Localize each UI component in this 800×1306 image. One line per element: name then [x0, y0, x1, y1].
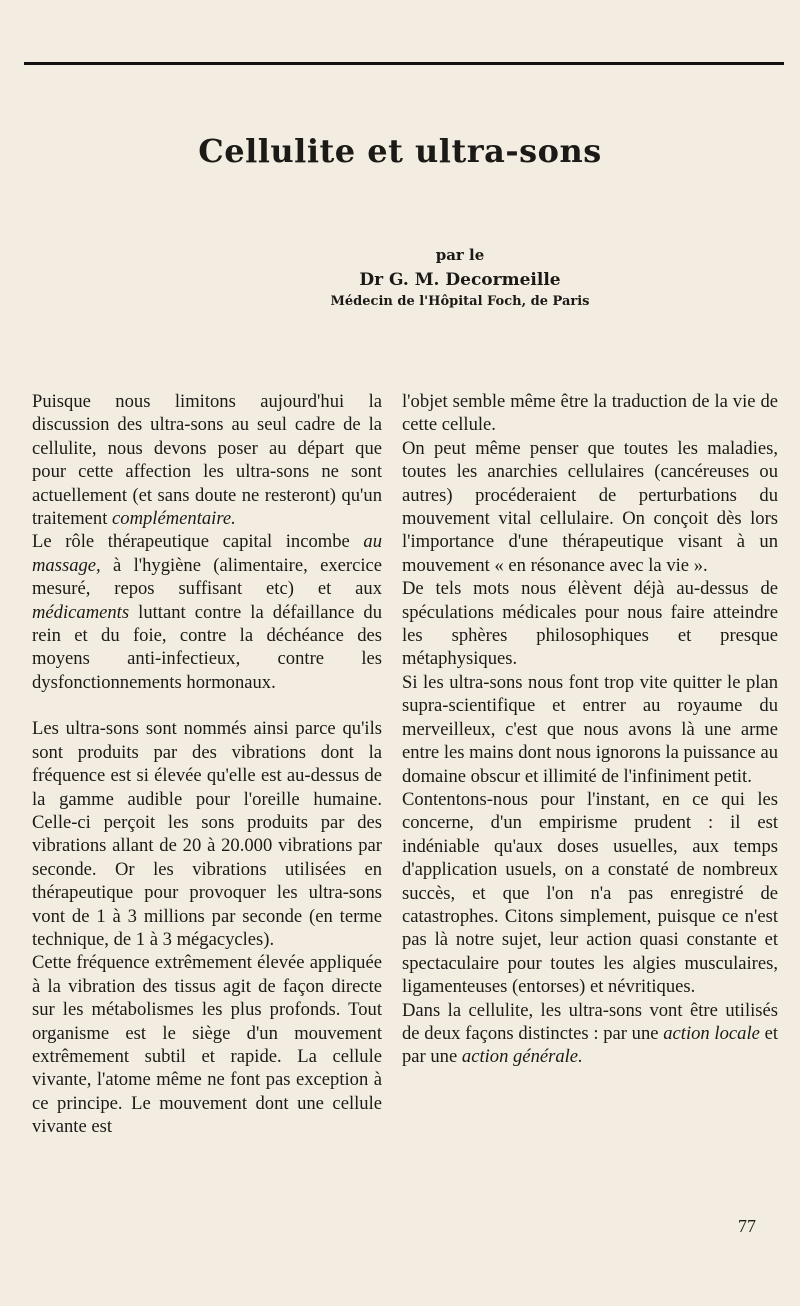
paragraph: On peut même penser que toutes les maladies, toutes les anarchies cellulaires (cancéreuses ou autres) procéderaient de perturbations du mouvement vital cellulaire. On conçoit dès lors l'importance d'une thérapeutique visant à un mouvement « en résonance avec la vie ». [402, 437, 778, 576]
paragraph: l'objet semble même être la traduction de la vie de cette cellule. [402, 391, 778, 436]
author-name: Dr G. M. Decormeille [359, 270, 561, 290]
author-affiliation: Médecin de l'Hôpital Foch, de Paris [330, 294, 590, 309]
byline-prefix: par le [435, 246, 485, 264]
right-column [402, 390, 778, 1069]
paragraph: Si les ultra-sons nous font trop vite quitter le plan supra-scientifique et entrer au royaume du merveilleux, c'est que nous avons là une arme entre les mains dont nous ignorons la puissance au domaine obscur et illimité de l'infiniment petit. [402, 671, 778, 787]
paragraph: Les ultra-sons sont nommés ainsi parce qu'ils sont produits par des vibrations dont la fréquence est si élevée qu'elle est au-dessus de la gamme audible pour l'oreille humaine. Celle-ci perçoit les sons produits par des vibrations allant de 20 à 20.000 vibrations par seconde. Or les vibrations utilisées en thérapeutique pour provoquer les ultra-sons vont de 1 à 3 millions par seconde (en terme technique, de 1 à 3 mégacycles). [32, 718, 382, 950]
page-number: 77 [738, 1216, 756, 1236]
paragraph: Dans la cellulite, les ultra-sons vont être utilisés de deux façons distinctes : par une action locale et par une action générale. [402, 999, 778, 1068]
header-rule [24, 62, 784, 65]
paragraph: Le rôle thérapeutique capital incombe au massage, à l'hygiène (alimentaire, exercice mesuré, repos suffisant etc) et aux médicaments luttant contre la défaillance du rein et du foie, contre la déchéance des moyens anti-infectieux, contre les dysfonctionnements hormonaux. [32, 531, 382, 693]
article-title: Cellulite et ultra-sons [198, 132, 602, 170]
paragraph: Cette fréquence extrêmement élevée appliquée à la vibration des tissus agit de façon directe sur les métabolismes les plus profonds. Tout organisme est le siège d'un mouvement extrêmement subtil et rapide. La cellule vivante, l'atome même ne font pas exception à ce principe. Le mouvement dont une cellule vivante est [32, 952, 382, 1138]
paragraph: Puisque nous limitons aujourd'hui la discussion des ultra-sons au seul cadre de la cellulite, nous devons poser au départ que pour cette affection les ultra-sons ne sont actuellement (et sans doute ne resteront) qu'un traitement complémentaire. [32, 391, 382, 530]
paragraph: Contentons-nous pour l'instant, en ce qui les concerne, d'un empirisme prudent : il est indéniable qu'aux doses usuelles, aux temps d'application usuels, on a constaté de nombreux succès, et que l'on n'a pas enregistré de catastrophes. Citons simplement, puisque ce n'est pas là notre sujet, leur action quasi constante et spectaculaire pour toutes les algies musculaires, ligamenteuses (entorses) et névritiques. [402, 788, 778, 998]
paragraph: De tels mots nous élèvent déjà au-dessus de spéculations médicales pour nous faire atteindre les sphères philosophiques et presque métaphysiques. [402, 578, 778, 670]
left-column [32, 390, 382, 1139]
